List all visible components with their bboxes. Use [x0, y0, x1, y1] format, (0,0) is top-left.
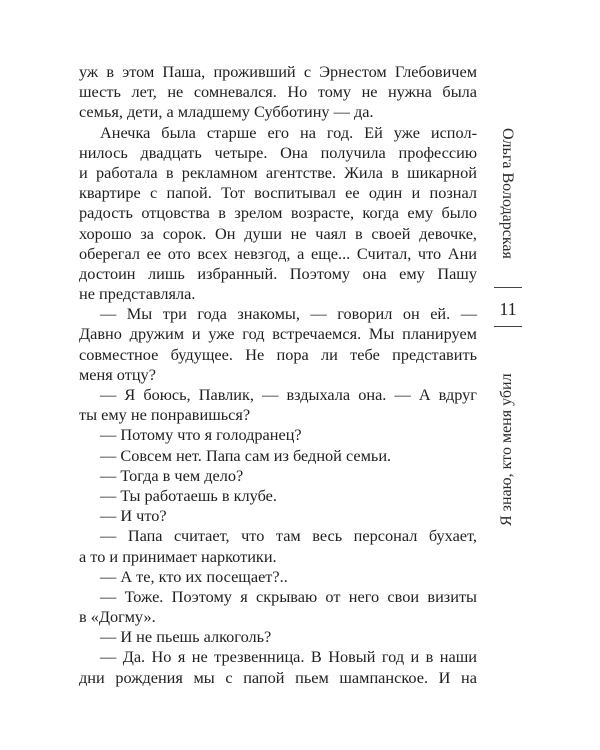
text-line: в «Догму».	[79, 607, 156, 627]
text-line: и работала в рекламном агентстве. Жила в шикарной	[79, 162, 477, 182]
text-line: — Да. Но я не трезвенница. В Новый год и в наши	[100, 647, 477, 667]
running-head-author: Ольга Володарская	[499, 128, 516, 259]
text-line: хорошо за сорок. Он души не чаял в своей девочке,	[79, 223, 477, 243]
text-line: совместное будущее. Не пора ли тебе представить	[79, 344, 477, 364]
page-number: 11	[499, 299, 517, 319]
text-line: семья, дети, а младшему Субботину — да.	[79, 102, 374, 122]
text-line: а то и принимает наркотики.	[79, 546, 277, 566]
text-line: радость отцовства в зрелом возрасте, когда ему было	[79, 203, 477, 223]
text-line: — Потому что я голодранец?	[100, 425, 302, 445]
running-head-divider-bottom	[494, 326, 522, 327]
text-line: квартире с папой. Тот воспитывал ее один и познал	[79, 183, 477, 203]
text-line: достоин лишь избранный. Поэтому она ему Пашу	[79, 263, 477, 283]
text-line: — Мы три года знакомы, — говорил он ей. —	[100, 304, 477, 324]
running-head-divider-top	[494, 287, 522, 288]
text-line: Анечка была старше его на год. Ей уже испол-	[100, 122, 477, 142]
text-line: — Тогда в чем дело?	[100, 465, 244, 485]
text-line: ты ему не понравишься?	[79, 405, 251, 425]
text-line: меня отцу?	[79, 364, 156, 384]
text-line: оберегал ее ото всех невзгод, а еще... Считал, что Ани	[79, 243, 477, 263]
text-line: дни рождения мы с папой пьем шампанское. И на	[79, 667, 477, 687]
text-line: — Я боюсь, Павлик, — вздыхала она. — А вдруг	[100, 385, 477, 404]
page-body-text	[79, 62, 477, 688]
text-line: — И что?	[100, 506, 167, 526]
text-line: шесть лет, не сомневался. Но тому не нужна была	[79, 82, 477, 102]
text-line: — Ты работаешь в клубе.	[100, 485, 277, 505]
text-line: — И не пьешь алкоголь?	[100, 627, 272, 647]
text-line: — А те, кто их посещает?..	[100, 566, 288, 586]
text-line: — Совсем нет. Папа сам из бедной семьи.	[100, 445, 392, 465]
text-line: уж в этом Паша, проживший с Эрнестом Глебовичем	[79, 62, 477, 81]
text-line: не представляла.	[79, 284, 196, 304]
text-line: Давно дружим и уже год встречаемся. Мы планируем	[79, 324, 477, 344]
text-line: — Папа считает, что там весь персонал бухает,	[100, 526, 477, 546]
running-head-book-title: Я знаю, кто меня убил	[498, 373, 515, 526]
text-line: — Тоже. Поэтому я скрываю от него свои визиты	[100, 586, 477, 606]
text-line: нилось двадцать четыре. Она получила профессию	[79, 142, 477, 162]
